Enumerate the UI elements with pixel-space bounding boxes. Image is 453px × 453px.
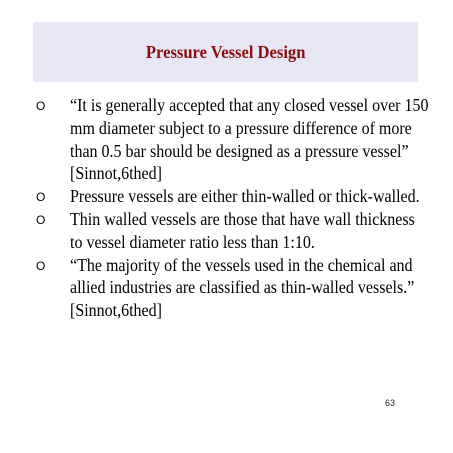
bullet-item [34,254,426,322]
slide-title: Pressure Vessel Design [145,41,306,62]
bullet-list [34,94,429,322]
bullet-marker-icon: O [36,212,46,227]
bullet-marker-icon: O [36,258,46,273]
bullet-text: Pressure vessels are either thin-walled or thick-walled. [70,186,420,207]
bullet-marker-icon: O [36,99,46,113]
page-number: 63 [385,398,396,408]
bullet-text: “The majority of the vessels used in the chemical and allied industries are classified as thin-walled vessels.” [Sinnot,6thed] [70,254,415,321]
bullet-item [34,208,426,254]
title-bar [33,22,418,82]
bullet-text: Thin walled vessels are those that have wall thickness to vessel diameter ratio less than 1:10. [70,208,415,252]
bullet-item [34,94,429,185]
bullet-text: “It is generally accepted that any closed vessel over 150 mm diameter subject to a pressure difference of more than 0.5 bar should be designed as a pressure vessel” [Sinnot,6thed] [70,95,429,184]
bullet-marker-icon: O [36,190,46,205]
bullet-item [34,185,426,208]
